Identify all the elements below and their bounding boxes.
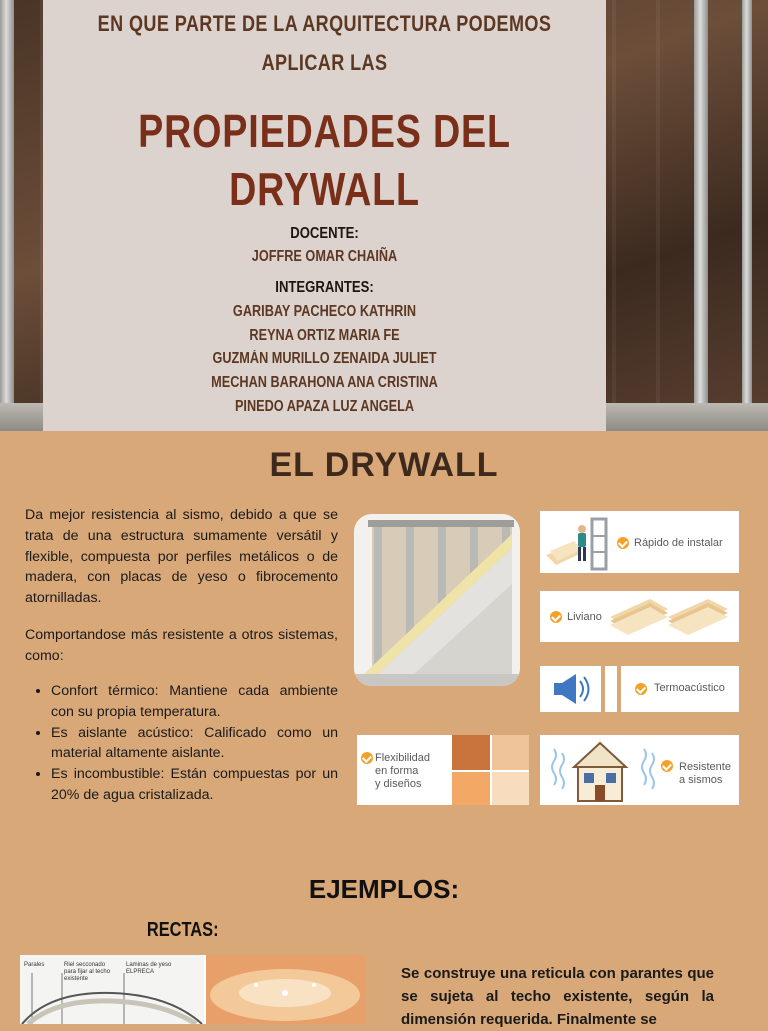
title-line-1: PROPIEDADES DEL (138, 105, 511, 157)
list-item: • Es incombustible: Están compuestas por un 20% de agua cristalizada. (51, 764, 338, 806)
intro-paragraph: Da mejor resistencia al sismo, debido a que se trata de una estructura sumamente versátil y flexible, compuesta por perfiles metálicos o de madera, con placas de yeso o fibrocemento atornilladas. (25, 507, 338, 607)
boards-icon (608, 591, 738, 642)
thermo-tile (621, 666, 739, 712)
integrante-name: GARIBAY PACHECO KATHRIN (232, 303, 417, 320)
ladder-divider (605, 666, 617, 712)
wood-swatch (492, 772, 529, 805)
list-item: • Es aislante acústico: Calificado como un material altamente aislante. (51, 723, 338, 765)
list-item: • Confort térmico: Mantiene cada ambiente con su propia temperatura. (51, 681, 338, 723)
diagram-label: Riel secconado para fijar al techo existente (64, 962, 111, 982)
drywall-diagram (354, 514, 520, 686)
metal-stud (694, 0, 708, 431)
integrante-name: REYNA ORTIZ MARIA FE (249, 327, 400, 344)
feature-label: Rápido de instalar (634, 537, 723, 549)
title-line-2: DRYWALL (229, 163, 420, 215)
docente-label: DOCENTE: (290, 225, 359, 242)
feature-label: Liviano (567, 611, 602, 623)
check-icon (617, 537, 629, 549)
properties-list (25, 681, 338, 806)
check-icon (661, 760, 673, 772)
feature-label: a sismos (679, 774, 723, 786)
feature-card-fast-install (540, 511, 739, 573)
feature-label: y diseños (375, 778, 422, 790)
feature-label: Resistente (679, 761, 731, 773)
speaker-icon (540, 666, 601, 712)
question-line-2: APLICAR LAS (261, 50, 388, 75)
header-banner (0, 0, 768, 431)
integrantes-label: INTEGRANTES: (275, 279, 374, 296)
feature-label: en forma (375, 765, 419, 777)
title-panel (43, 0, 606, 431)
wood-swatch (452, 772, 490, 805)
question-line-1: EN QUE PARTE DE LA ARQUITECTURA PODEMOS (97, 11, 552, 36)
integrante-name: GUZMÁN MURILLO ZENAIDA JULIET (212, 350, 437, 367)
examples-subtitle: RECTAS: (146, 919, 219, 941)
wood-swatch (452, 735, 490, 770)
wood-swatch (492, 735, 529, 770)
feature-card-light (540, 591, 739, 642)
examples-text: Se construye una reticula con parantes que se sujeta al techo existente, según la dimensión requerida. Finalmente se (401, 965, 714, 1028)
feature-card-thermoacoustic (540, 666, 739, 712)
check-icon (550, 611, 562, 623)
feature-card-flexibility (357, 735, 529, 805)
feature-label: Flexibilidad (375, 752, 431, 764)
diagram-label: Parales (24, 962, 45, 968)
speaker-tile (540, 666, 601, 712)
docente-name: JOFFRE OMAR CHAIÑA (251, 248, 398, 265)
ceiling-example-image (20, 955, 365, 1024)
examples-title: EJEMPLOS: (308, 874, 460, 904)
check-icon (361, 752, 373, 764)
feature-card-earthquake (540, 735, 739, 805)
drywall-section-image (354, 514, 520, 686)
lead-paragraph: Comportandose más resistente a otros sistemas, como: (25, 627, 338, 664)
feature-label: Termoacústico (654, 682, 725, 694)
integrante-name: PINEDO APAZA LUZ ANGELA (234, 398, 415, 415)
diagram-label: Laminas de yeso ELPRECA (126, 962, 172, 975)
metal-stud (0, 0, 14, 431)
check-icon (635, 683, 647, 695)
house-icon (540, 735, 660, 805)
section-title: EL DRYWALL (269, 446, 499, 484)
metal-stud (742, 0, 752, 431)
worker-icon (542, 511, 612, 573)
integrante-name: MECHAN BARAHONA ANA CRISTINA (211, 374, 438, 391)
